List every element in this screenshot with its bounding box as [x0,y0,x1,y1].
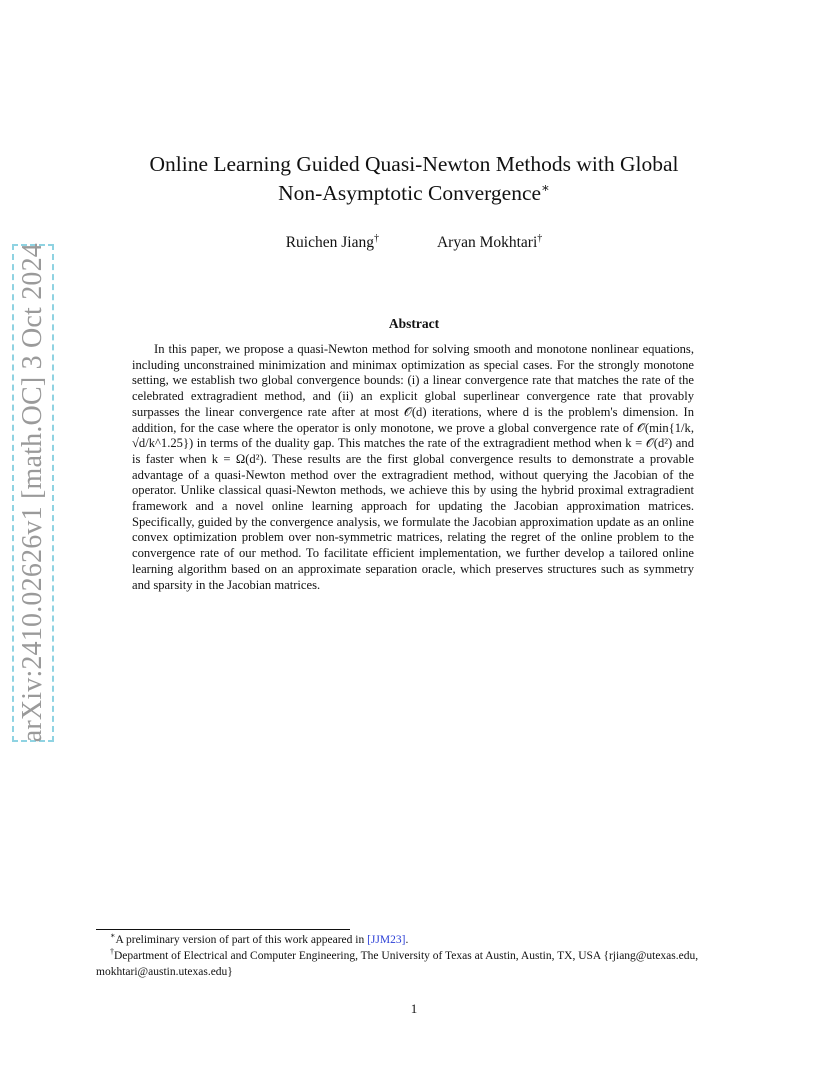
author-2-mark: † [537,232,543,244]
author-1-name: Ruichen Jiang [285,234,374,251]
footnote-1-mark: ∗ [110,931,116,941]
footnotes [96,932,732,980]
abstract-body: In this paper, we propose a quasi-Newton method for solving smooth and monotone nonlinear equations, including unconstrained minimization and minimax optimization as special cases. For the strongly monotone setting, we establish two global convergence bounds: (i) a linear convergence rate that matches the rate of the celebrated extragradient method, and (ii) an explicit global superlinear convergence rate that provably surpasses the linear convergence rate after at most 𝒪(d) iterations, where d is the problem's dimension. In addition, for the case where the operator is only monotone, we prove a global convergence rate of 𝒪(min{1/k, √d/k^1.25}) in terms of the duality gap. This matches the rate of the extragradient method when k = 𝒪(d²) and is faster when k = Ω(d²). These results are the first global convergence results to demonstrate a provable advantage of a quasi-Newton method over the extragradient method, without querying the Jacobian of the operator. Unlike classical quasi-Newton methods, we achieve this by using the hybrid proximal extragradient framework and a novel online learning approach for updating the Jacobian approximation matrices. Specifically, guided by the convergence analysis, we formulate the Jacobian approximation update as an online convex optimization problem over non-symmetric matrices, relating the regret of the online problem to the convergence rate of our method. To facilitate efficient implementation, we further develop a tailored online learning algorithm based on an approximate separation oracle, which preserves structures such as symmetry and sparsity in the Jacobian matrices. [132,342,694,592]
author-2-name: Aryan Mokhtari [436,234,538,251]
title-line-1: Online Learning Guided Quasi-Newton Methods with Global [149,152,679,176]
author-1-mark: † [373,232,379,244]
page-number: 1 [410,1001,418,1016]
author-list [100,234,728,252]
abstract-heading: Abstract [388,316,440,331]
footnote-2 [96,948,732,980]
footnote-1-text: A preliminary version of part of this work appeared in [115,934,368,946]
citation-link[interactable]: [JJM23] [367,934,406,946]
author-1 [286,234,379,252]
arxiv-sidebar-stamp [12,244,54,742]
footnote-divider [96,929,350,930]
title-footnote-mark: ∗ [541,179,550,195]
footnote-2-text: Department of Electrical and Computer Engineering, The University of Texas at Austin, Austin, TX, USA {rjiang@utexas.edu, mokhtari@austin.utexas.edu} [96,950,699,978]
title-line-2 [100,179,728,208]
footnote-1 [96,932,732,948]
paper-title [100,150,728,208]
arxiv-identifier: arXiv:2410.02626v1 [math.OC] 3 Oct 2024 [17,243,48,743]
footnote-1-end: . [405,934,409,946]
title-line-2-text: Non-Asymptotic Convergence [278,181,542,205]
footnote-2-mark: † [110,947,114,957]
author-2 [437,234,542,252]
